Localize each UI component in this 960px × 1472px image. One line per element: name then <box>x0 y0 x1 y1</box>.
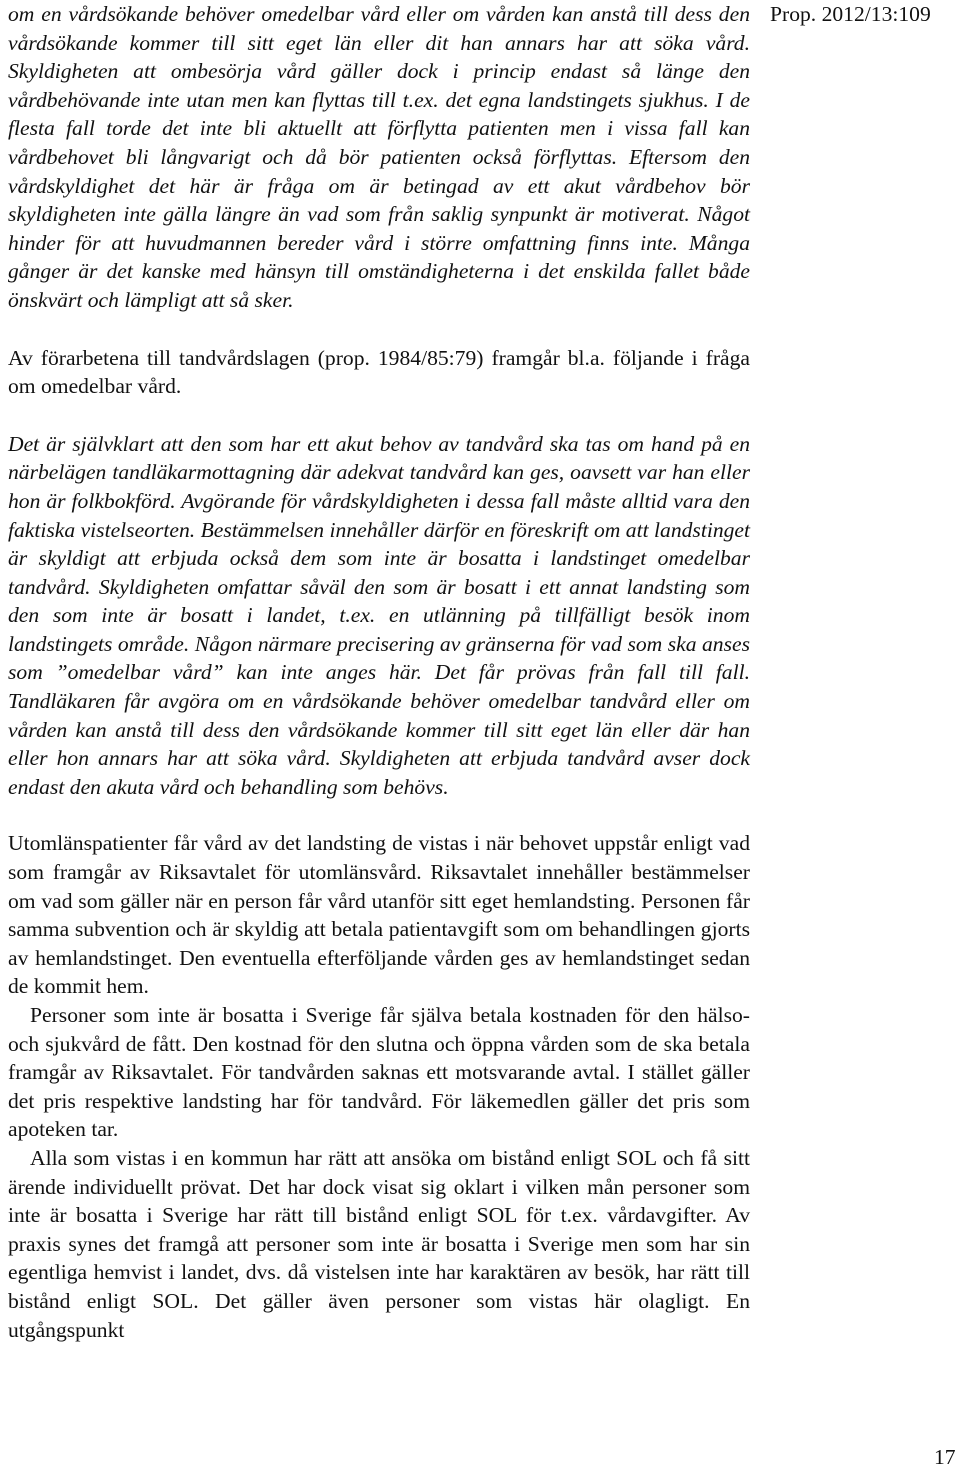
paragraph-non-residents-costs: Personer som inte är bosatta i Sverige får själva betala kostnaden för den hälso- och sjukvård de fått. Den kostnad för den slutna och öppna vården som de ska betala framgår av Riksavtalet. För tandvården saknas ett motsvarande avtal. I stället gäller det pris respektive landsting har för tandvård. För läkemedlen gäller det pris som apoteken tar. <box>8 1003 750 1142</box>
body-text-column <box>8 0 750 1344</box>
page-number: 17 <box>934 1445 956 1469</box>
paragraph-social-assistance: Alla som vistas i en kommun har rätt att ansöka om bistånd enligt SOL och få sitt ärende individuellt prövat. Det har dock visat sig oklart i vilken mån personer som inte är bosatta i Sverige har rätt till bistånd enligt SOL för t.ex. vårdavgifter. Av praxis synes det framgå att personer som inte är bosatta i Sverige men som har sin egentliga hemvist i landet, dvs. då vistelsen inte har karaktären av besök, har rätt till bistånd enligt SOL. Det gäller även personer som vistas här olagligt. En utgångspunkt <box>8 1145 750 1342</box>
intro-paragraph: Av förarbetena till tandvårdslagen (prop. 1984/85:79) framgår bl.a. följande i fråga om omedelbar vård. <box>8 345 750 399</box>
quoted-passage-dental: Det är självklart att den som har ett akut behov av tandvård ska tas om hand på en närbelägen tandläkarmottagning där adekvat tandvård kan ges, oavsett var han eller hon är folkbokförd. Avgörande för vårdskyldigheten i dessa fall måste alltid vara den faktiska vistelseorten. Bestämmelsen innehåller därför en föreskrift om att landstinget är skyldigt att erbjuda också dem som inte är bosatta i landstinget omedelbar tandvård. Skyldigheten omfattar såväl den som är bosatt i ett annat landsting som den som inte är bosatt i landet, t.ex. en utlänning på tillfälligt besök inom landstingets område. Någon närmare precisering av gränserna för vad som ska anses som ”omedelbar vård” kan inte anges här. Det får prövas från fall till fall. Tandläkaren får avgöra om en vårdsökande behöver omedelbar tandvård eller om vården kan anstå till dess den vårdsökande kommer till sitt eget län eller där han eller hon annars har att söka vård. Skyldigheten att erbjuda tandvård avser dock endast den akuta vård och behandling som behövs. <box>8 431 750 799</box>
paragraph-out-of-county-patients: Utomlänspatienter får vård av det landsting de vistas i när behovet uppstår enligt vad som framgår av Riksavtalet för utomlänsvård. Riksavtalet innehåller bestämmelser om vad som gäller när en person får vård utanför sitt eget hemlandsting. Personen får samma subvention och är skyldig att betala patientavgift som om behandlingen gjorts av hemlandstinget. Den eventuella efterföljande vården ges av hemlandstinget sedan de kommit hem. <box>8 831 750 999</box>
proposition-reference: Prop. 2012/13:109 <box>770 2 931 26</box>
quoted-passage-healthcare: om en vårdsökande behöver omedelbar vård eller om vården kan anstå till dess den vårdsökande kommer till sitt eget län eller dit han annars har att söka vård. Skyldigheten att ombesörja vård gäller dock i princip endast så länge den vårdbehövande inte utan men kan flyttas till t.ex. det egna landstingets sjukhus. I de flesta fall torde det inte bli aktuellt att förflytta patienten men i vissa fall kan vårdbehovet bli långvarigt och då bör patienten också förflyttas. Eftersom den vårdskyldighet det här är fråga om är betingad av ett akut vårdbehov bör skyldigheten inte gälla längre än vad som från saklig synpunkt är motiverat. Något hinder för att huvudmannen bereder vård i större omfattning finns inte. Många gånger är det kanske med hänsyn till omständigheterna i det enskilda fallet både önskvärt och lämpligt att så sker. <box>8 2 750 312</box>
